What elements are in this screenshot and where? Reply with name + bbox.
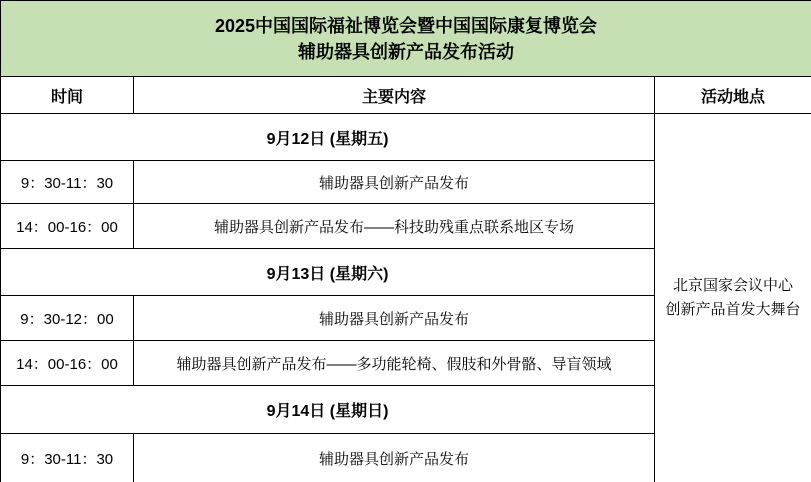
session-content: 辅助器具创新产品发布	[134, 161, 655, 204]
event-title-line2: 辅助器具创新产品发布活动	[298, 41, 514, 62]
session-time: 14：00-16：00	[1, 204, 134, 249]
date-row-day3: 9月14日 (星期日)	[1, 386, 655, 434]
session-content: 辅助器具创新产品发布	[134, 296, 655, 341]
session-content: 辅助器具创新产品发布——科技助残重点联系地区专场	[134, 204, 655, 249]
column-header-content: 主要内容	[134, 77, 655, 114]
session-time: 9：30-11：30	[1, 161, 134, 204]
session-time: 9：30-11：30	[1, 434, 134, 482]
column-header-location: 活动地点	[655, 77, 811, 114]
location-line2: 创新产品首发大舞台	[665, 301, 801, 318]
location-line1: 北京国家会议中心	[673, 277, 794, 294]
column-header-time: 时间	[1, 77, 134, 114]
date-row-day1: 9月12日 (星期五)	[1, 114, 655, 161]
date-row-day2: 9月13日 (星期六)	[1, 249, 655, 296]
session-content: 辅助器具创新产品发布——多功能轮椅、假肢和外骨骼、导盲领域	[134, 341, 655, 386]
event-title-line1: 2025中国国际福祉博览会暨中国国际康复博览会	[214, 15, 598, 36]
session-time: 9：30-12：00	[1, 296, 134, 341]
location-cell	[655, 114, 811, 482]
session-time: 14：00-16：00	[1, 341, 134, 386]
session-content: 辅助器具创新产品发布	[134, 434, 655, 482]
event-title-banner	[1, 1, 811, 77]
